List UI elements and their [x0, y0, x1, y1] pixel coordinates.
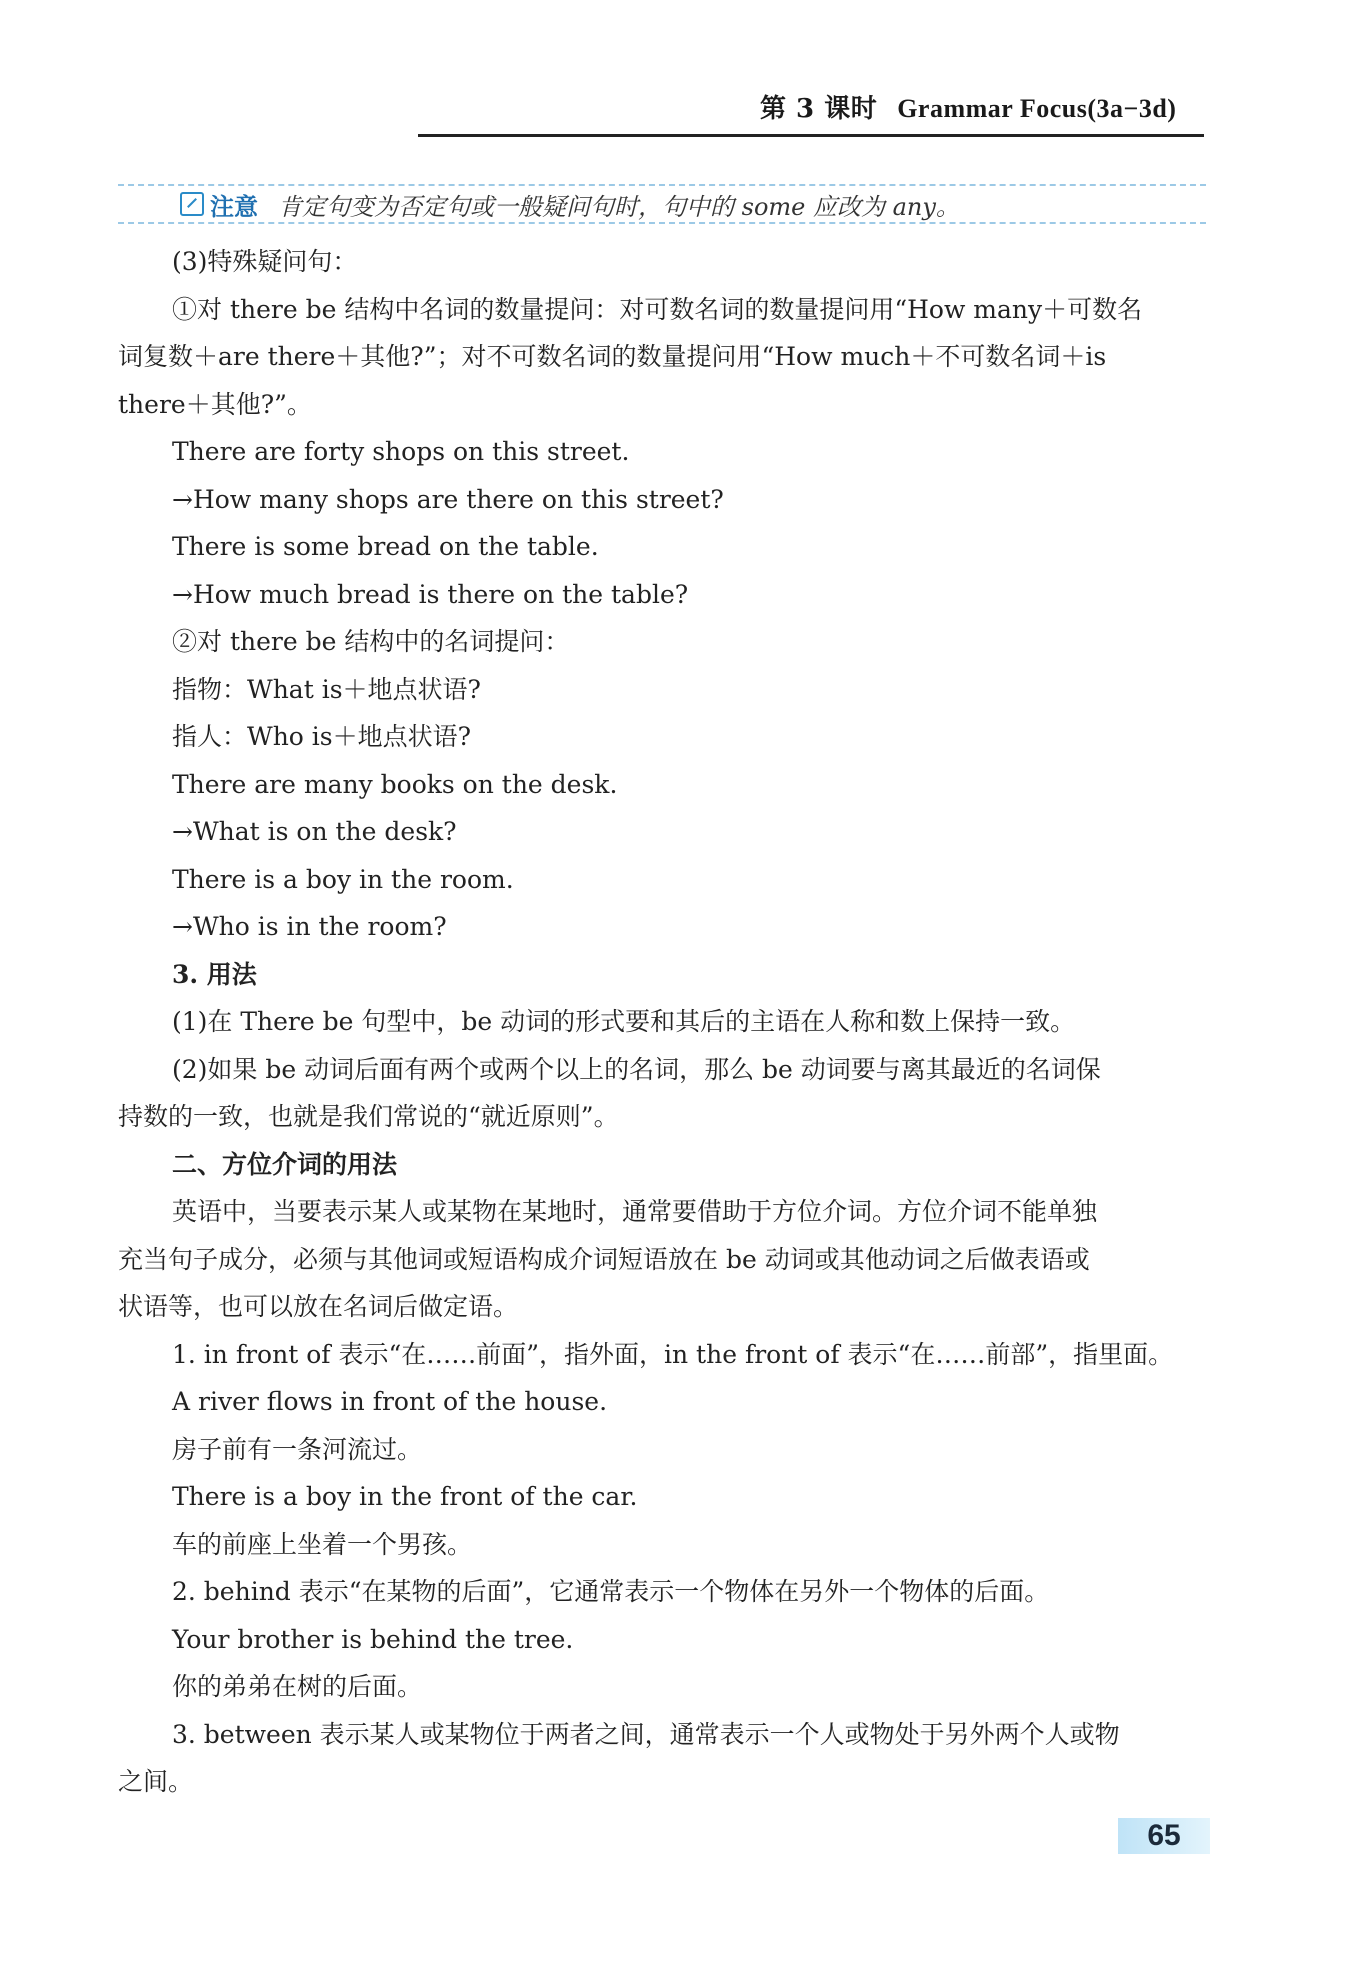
example-sentence: →Who is in the room?: [172, 912, 447, 941]
example-sentence: There are many books on the desk.: [172, 769, 618, 799]
paragraph-line: 2. behind 表示“在某物的后面”，它通常表示一个物体在另外一个物体的后面。: [172, 1577, 1050, 1606]
paragraph-line: 词复数＋are there＋其他?”；对不可数名词的数量提问用“How much＋不可数名词＋is: [118, 342, 1107, 371]
example-sentence: Your brother is behind the tree.: [172, 1624, 574, 1654]
paragraph-line: there＋其他?”。: [118, 389, 312, 419]
paragraph-line: 指人：Who is＋地点状语?: [172, 722, 472, 751]
page-number: 65: [1118, 1818, 1210, 1854]
note-text: 肯定句变为否定句或一般疑问句时，句中的 some 应改为 any。: [278, 192, 960, 221]
paragraph-line: 之间。: [118, 1767, 194, 1796]
page-header: [760, 88, 1176, 125]
paragraph-line: 持数的一致，也就是我们常说的“就近原则”。: [118, 1102, 619, 1131]
note-label: 注意: [210, 192, 258, 221]
example-translation: 你的弟弟在树的后面。: [172, 1672, 423, 1701]
subheading-usage: 3. 用法: [172, 959, 257, 989]
paragraph-line: (1)在 There be 句型中，be 动词的形式要和其后的主语在人称和数上保持一致。: [172, 1007, 1076, 1036]
example-sentence: There are forty shops on this street.: [172, 437, 630, 466]
paragraph-line: 指物：What is＋地点状语?: [172, 674, 481, 704]
paragraph-line: ②对 there be 结构中的名词提问：: [172, 627, 570, 656]
example-sentence: There is a boy in the front of the car.: [172, 1482, 638, 1511]
paragraph-line: 充当句子成分，必须与其他词或短语构成介词短语放在 be 动词或其他动词之后做表语或: [118, 1244, 1090, 1274]
lesson-label: 第 3 课时: [760, 94, 878, 124]
paragraph-line: 1. in front of 表示“在……前面”，指外面，in the front of 表示“在……前部”，指里面。: [172, 1339, 1174, 1369]
paragraph-line: (2)如果 be 动词后面有两个或两个以上的名词，那么 be 动词要与离其最近的名词保: [172, 1054, 1101, 1084]
example-translation: 房子前有一条河流过。: [172, 1434, 423, 1464]
body-text: [118, 238, 1208, 1806]
example-sentence: →How much bread is there on the table?: [172, 579, 689, 609]
subheading-special-questions: (3)特殊疑问句：: [172, 247, 358, 276]
paragraph-line: 状语等，也可以放在名词后做定语。: [118, 1292, 519, 1321]
example-sentence: →How many shops are there on this street?: [172, 484, 724, 514]
pencil-icon: [180, 192, 204, 216]
paragraph-line: ①对 there be 结构中名词的数量提问：对可数名词的数量提问用“How many＋可数名: [172, 294, 1143, 324]
paragraph-line: 英语中，当要表示某人或某物在某地时，通常要借助于方位介词。方位介词不能单独: [172, 1197, 1098, 1226]
paragraph-line: 3. between 表示某人或某物位于两者之间，通常表示一个人或物处于另外两个人或物: [172, 1719, 1120, 1749]
example-translation: 车的前座上坐着一个男孩。: [172, 1529, 473, 1559]
header-rule: [418, 134, 1204, 137]
example-sentence: There is a boy in the room.: [172, 864, 514, 894]
example-sentence: →What is on the desk?: [172, 817, 457, 846]
section-title: Grammar Focus(3a−3d): [897, 94, 1177, 123]
example-sentence: A river flows in front of the house.: [172, 1387, 608, 1416]
section-heading-prepositions: 二、方位介词的用法: [172, 1149, 398, 1179]
note-box: [118, 184, 1206, 224]
example-sentence: There is some bread on the table.: [172, 532, 599, 561]
